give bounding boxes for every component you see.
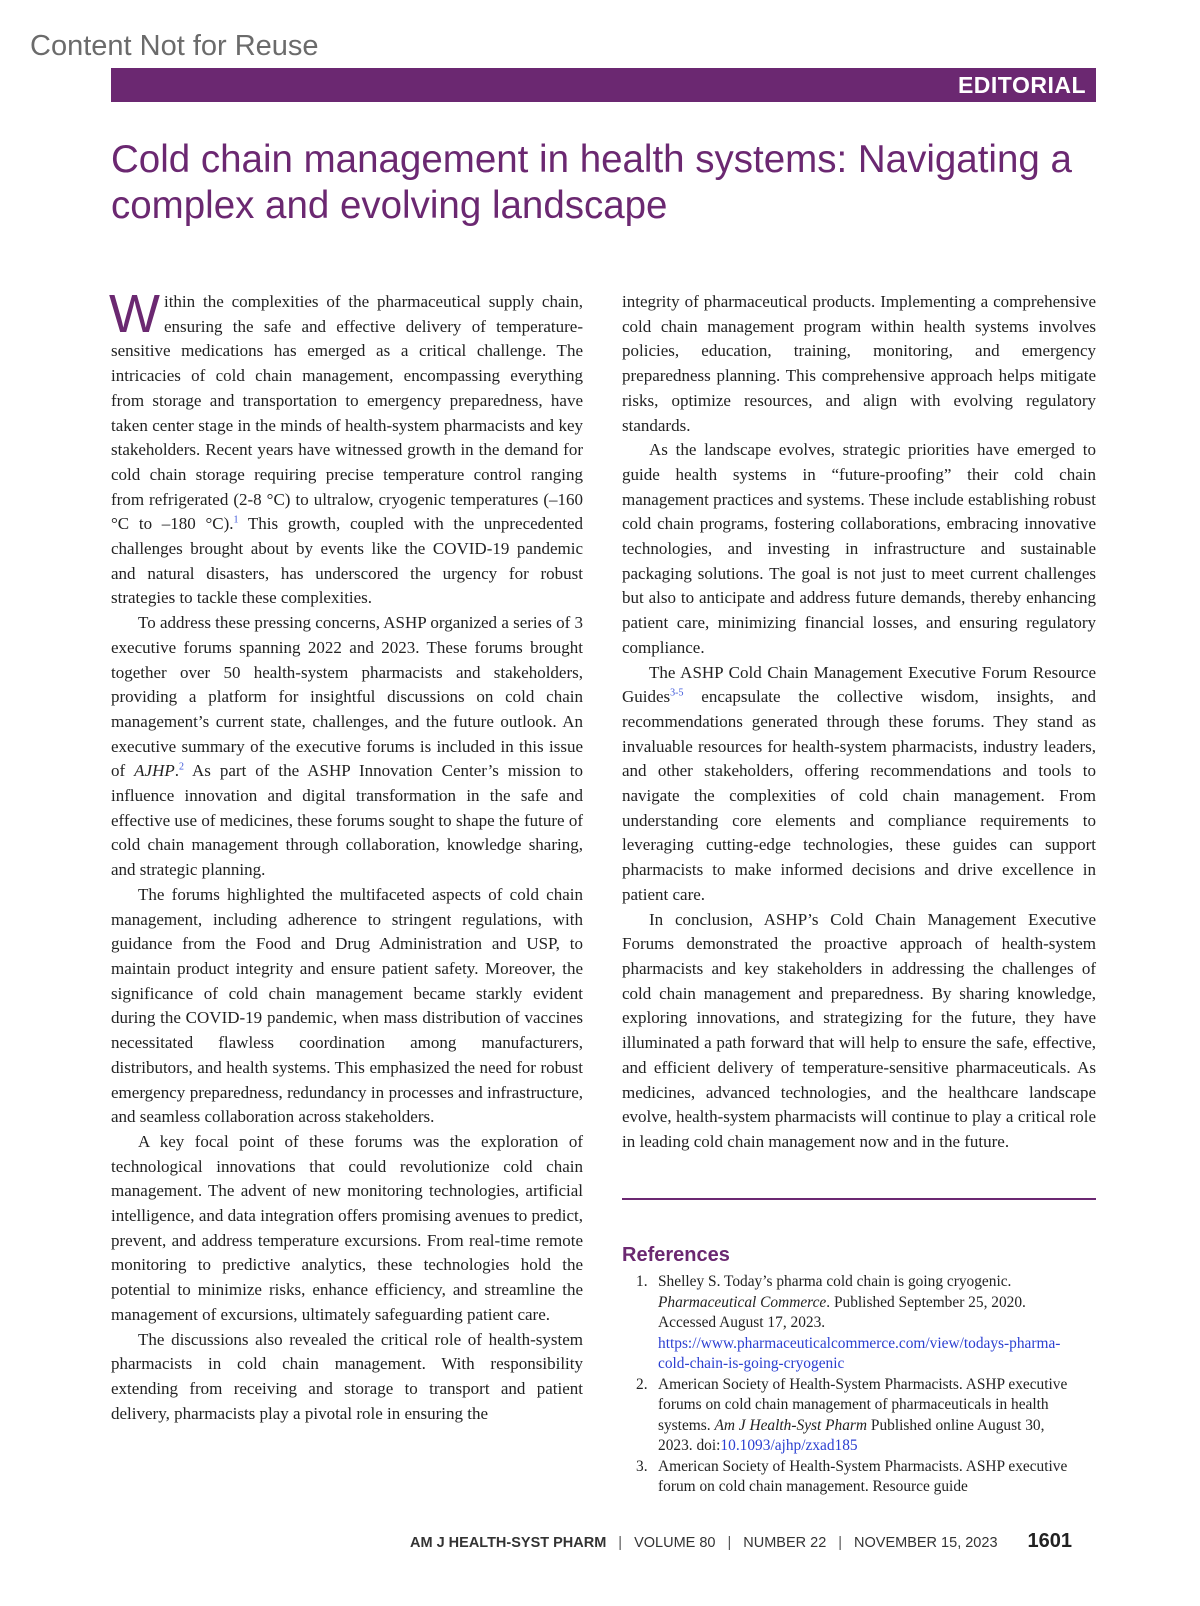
footer-journal: AM J HEALTH-SYST PHARM (410, 1535, 607, 1551)
reference-item (636, 1272, 1076, 1375)
paragraph-2-tail: As part of the ASHP Innovation Center’s mission to influence innovation and digital transformation in the safe and effective use of medicines, these forums sought to shape the future of cold chain management through collaboration, knowledge sharing, and strategic planning. (111, 761, 583, 880)
section-banner (111, 68, 1096, 102)
footer-number: NUMBER 22 (743, 1535, 827, 1551)
paragraph-7-text: The ASHP Cold Chain Management Executive Forum Resource Guides (622, 662, 1096, 707)
paragraph-1-text: ithin the complexities of the pharmaceutical supply chain, ensuring the safe and effective delivery of temperature-sensitive medications has emerged as a critical challenge. The intricacies of cold chain management, encompassing everything from storage and transportation to emergency preparedness, have taken center stage in the minds of health-system pharmacists and key stakeholders. Recent years have witnessed growth in the demand for cold chain storage requiring precise temperature control ranging from refrigerated (2-8 °C) to ultralow, cryogenic temperatures (–160 °C to –180 °C). (111, 292, 583, 534)
watermark: Content Not for Reuse (30, 30, 319, 62)
paragraph-6: As the landscape evolves, strategic priorities have emerged to guide health systems in “future-proofing” their cold chain management practices and systems. These include establishing robust cold chain programs, fostering collaborations, embracing innovative technologies, and investing in infrastructure and sustainable packaging solutions. The goal is not just to meet current challenges but also to anticipate and address future demands, thereby enhancing patient care, minimizing financial losses, and ensuring regulatory compliance. (622, 440, 1096, 657)
paragraph-7 (622, 661, 1096, 908)
citation-3-5[interactable]: 3-5 (670, 687, 684, 699)
reference-text: Shelley S. Today’s pharma cold chain is going cryogenic. (658, 1273, 1012, 1290)
journal-name: AJHP (134, 761, 175, 781)
article-title: Cold chain management in health systems: Navigating a complex and evolving landscape (111, 138, 1072, 227)
reference-text: American Society of Health-System Pharmacists. ASHP executive forums on cold chain management of pharmaceuticals in health systems. (658, 1375, 1068, 1434)
section-label: EDITORIAL (957, 71, 1086, 98)
paragraph-2 (111, 611, 583, 883)
references-list (636, 1272, 1076, 1498)
paragraph-7-tail: encapsulate the collective wisdom, insights, and recommendations generated through these forums. They stand as invaluable resources for health-system pharmacists, industry leaders, and other stakeholders, offering recommendations and tools to navigate the complexities of cold chain management. From understanding core elements and compliance requirements to leveraging cutting-edge technologies, these guides can support pharmacists to make informed decisions and drive excellence in patient care. (622, 687, 1096, 904)
reference-source: Am J Health-Syst Pharm (714, 1416, 868, 1434)
footer-date: NOVEMBER 15, 2023 (854, 1535, 998, 1551)
reference-number: 3. (636, 1457, 648, 1475)
paragraph-8: In conclusion, ASHP’s Cold Chain Management Executive Forums demonstrated the proactive approach of health-system pharmacists and key stakeholders in addressing the challenges of cold chain management and preparedness. By sharing knowledge, exploring innovations, and strategizing for the future, they have illuminated a path forward that will help to ensure the safe, effective, and efficient delivery of temperature-sensitive pharmaceuticals. As medicines, advanced technologies, and the healthcare landscape evolve, health-system pharmacists will continue to play a critical role in leading cold chain management now and in the future. (622, 909, 1096, 1151)
reference-text: American Society of Health-System Pharmacists. ASHP executive forum on cold chain management. Resource guide (658, 1457, 1068, 1495)
drop-cap: W (109, 284, 160, 344)
paragraph-4: A key focal point of these forums was the exploration of technological innovations that could revolutionize cold chain management. The advent of new monitoring technologies, artificial intelligence, and data integration offers promising avenues to predict, prevent, and address temperature excursions. From real-time remote monitoring to predictive analytics, these technologies hold the potential to minimize risks, enhance efficiency, and streamline the management of excursions, ultimately safeguarding patient care. (111, 1131, 583, 1324)
paragraph-5: The discussions also revealed the critical role of health-system pharmacists in cold chain management. With responsibility extending from receiving and storage to transport and patient delivery, pharmacists play a pivotal role in ensuring the (111, 1329, 583, 1423)
paragraph-1-tail: This growth, coupled with the unprecedented challenges brought about by events like the COVID-19 pandemic and natural disasters, has underscored the urgency for robust strategies to tackle these complexities. (111, 514, 583, 608)
reference-number: 2. (636, 1375, 648, 1393)
references-heading: References (622, 1244, 730, 1266)
footer-separator: | (727, 1535, 732, 1551)
paragraph-2-dot: . (174, 761, 179, 781)
footer-volume: VOLUME 80 (634, 1535, 716, 1551)
footer-separator: | (838, 1535, 843, 1551)
page-number: 1601 (1027, 1530, 1073, 1552)
page-footer (410, 1530, 1072, 1553)
footer-separator: | (618, 1535, 623, 1551)
right-column (622, 290, 1096, 1155)
reference-text-2: Published online August 30, 2023. doi: (658, 1416, 1045, 1454)
citation-2[interactable]: 2 (178, 761, 184, 773)
reference-doi-link[interactable]: 10.1093/ajhp/zxad185 (720, 1437, 858, 1454)
paragraph-2-text: To address these pressing concerns, ASHP organized a series of 3 executive forums spanning 2022 and 2023. These forums brought together over 50 health-system pharmacists and stakeholders, providing a platform for insightful discussions on cold chain management’s current state, challenges, and the future outlook. An executive summary of the executive forums is included in this issue of (111, 613, 583, 781)
paragraph-1 (109, 284, 583, 611)
reference-item (636, 1375, 1076, 1457)
citation-1[interactable]: 1 (233, 514, 239, 526)
paragraph-5-continued: integrity of pharmaceutical products. Implementing a comprehensive cold chain management program within health systems involves policies, education, training, monitoring, and emergency preparedness planning. This comprehensive approach helps mitigate risks, optimize resources, and align with evolving regulatory standards. (622, 292, 1096, 435)
reference-item (636, 1457, 1076, 1498)
reference-number: 1. (636, 1273, 648, 1290)
section-divider (622, 1198, 1096, 1200)
reference-text-2: . Published September 25, 2020. Accessed August 17, 2023. (658, 1293, 1026, 1331)
reference-link[interactable]: https://www.pharmaceuticalcommerce.com/view/todays-pharma-cold-chain-is-going-cryogenic (658, 1334, 1061, 1372)
left-column (109, 284, 583, 1426)
reference-source: Pharmaceutical Commerce (658, 1293, 827, 1311)
paragraph-3: The forums highlighted the multifaceted aspects of cold chain management, including adherence to stringent regulations, with guidance from the Food and Drug Administration and USP, to maintain product integrity and ensure patient safety. Moreover, the significance of cold chain management became starkly evident during the COVID-19 pandemic, when mass distribution of vaccines necessitated flawless coordination among manufacturers, distributors, and health systems. This emphasized the need for robust emergency preparedness, redundancy in processes and infrastructure, and seamless collaboration across stakeholders. (111, 884, 583, 1127)
